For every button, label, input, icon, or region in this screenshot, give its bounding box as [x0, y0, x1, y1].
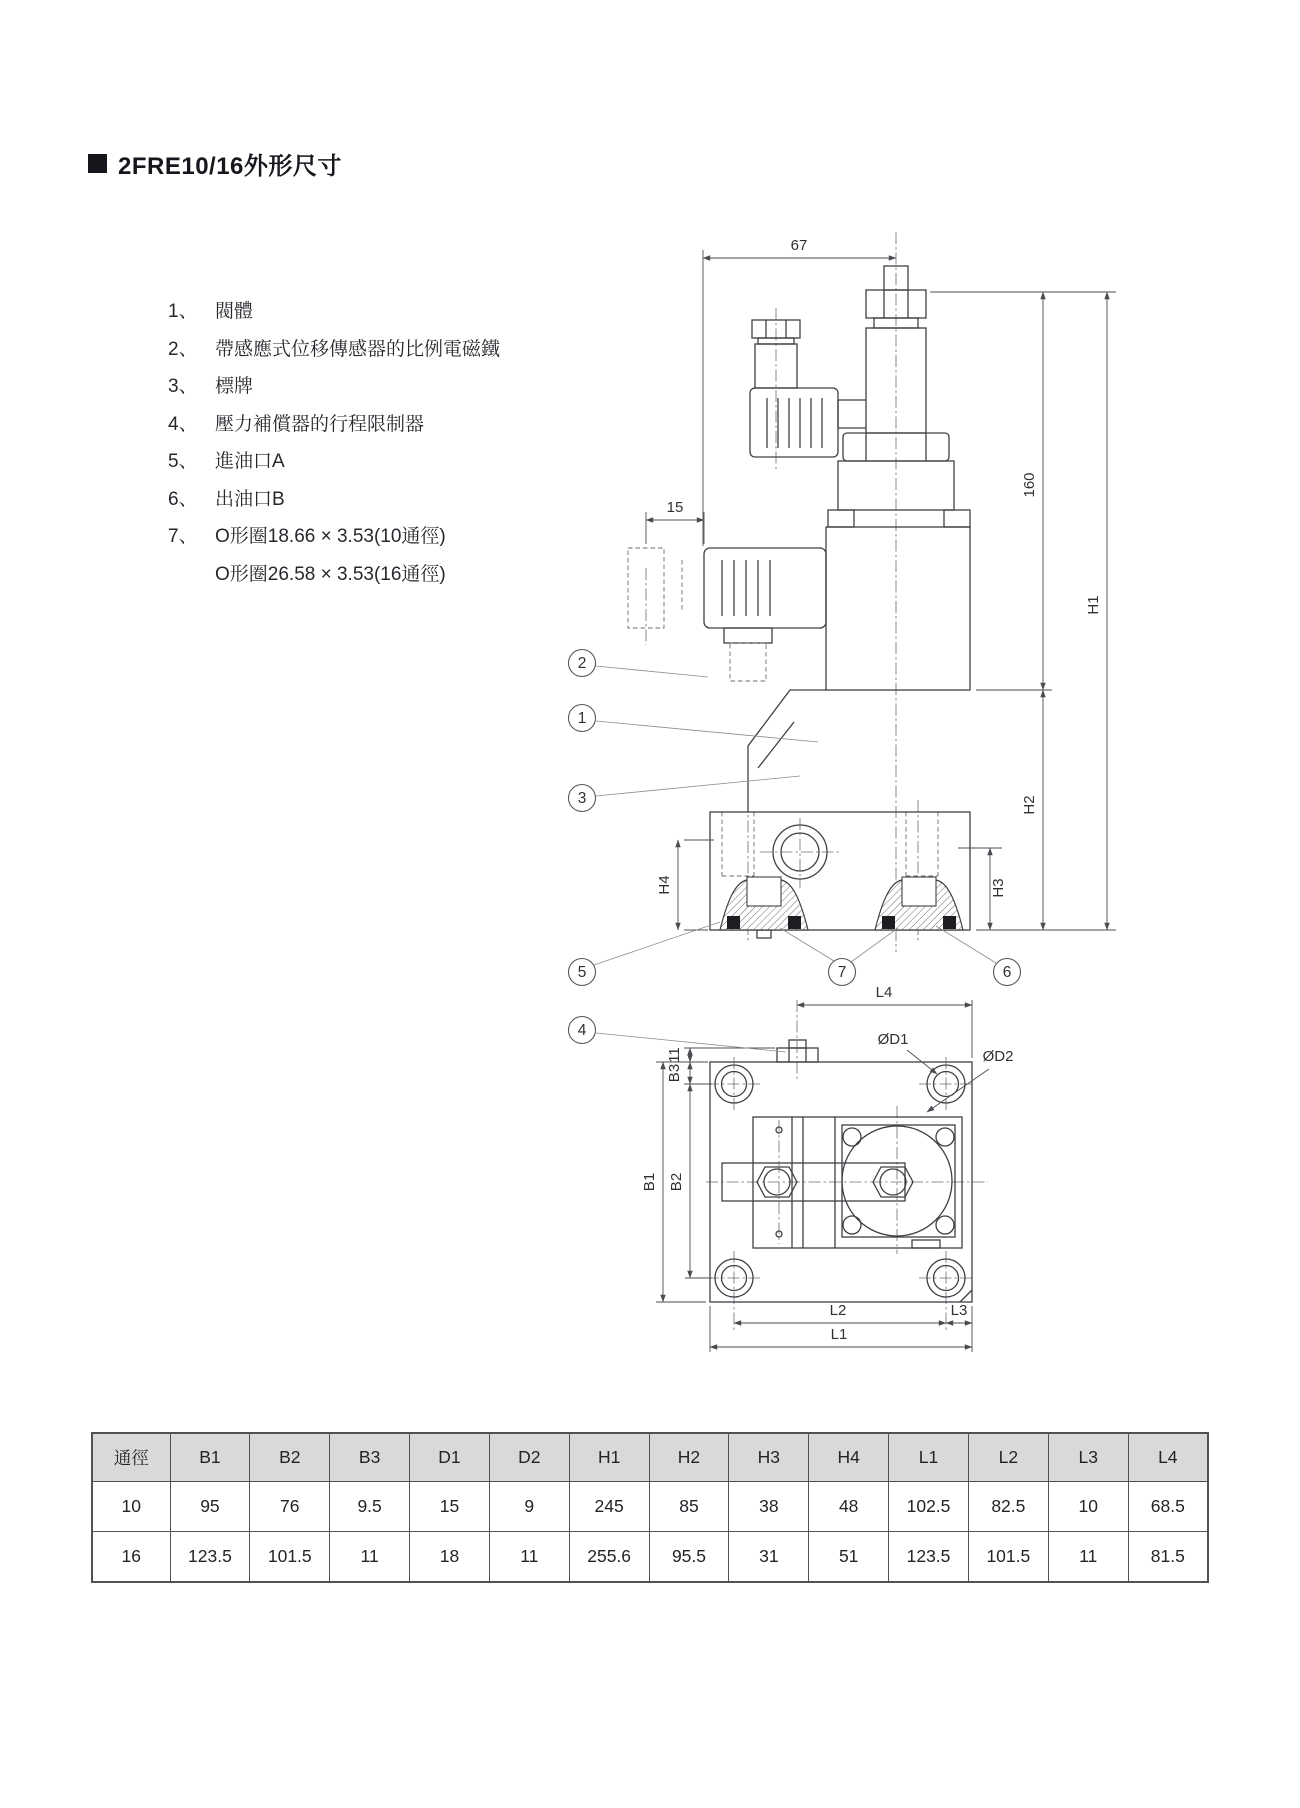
callout-label-6: 6: [1002, 964, 1012, 981]
table-cell: 16: [92, 1532, 170, 1583]
part-label: 閥體: [215, 301, 254, 322]
list-item: [168, 368, 500, 406]
parts-list: [168, 293, 500, 593]
table-cell: 15: [410, 1482, 490, 1532]
part-label: O形圈18.66 × 3.53(10通徑): [215, 526, 446, 547]
col-header: B1: [170, 1433, 250, 1482]
part-number: 5、: [168, 451, 198, 472]
dim-label-h1: H1: [1085, 595, 1102, 615]
dim-label-d1: ØD1: [877, 1031, 909, 1048]
callout-label-3: 3: [577, 790, 587, 807]
dim-label-l4: L4: [875, 984, 893, 1001]
part-label: 標牌: [215, 376, 254, 397]
col-header: L2: [968, 1433, 1048, 1482]
bottom-view-drawing: [540, 985, 1120, 1385]
table-cell: 81.5: [1128, 1532, 1208, 1583]
bottom-view-callouts: [569, 1017, 787, 1053]
dim-label-15: 15: [666, 499, 684, 516]
dim-label-b1: B1: [641, 1172, 658, 1192]
dim-label-d2: ØD2: [982, 1048, 1014, 1065]
col-header: D1: [410, 1433, 490, 1482]
table-cell: 48: [809, 1482, 889, 1532]
callout-label-7: 7: [837, 964, 847, 981]
part-number: 7、: [168, 526, 198, 547]
table-cell: 85: [649, 1482, 729, 1532]
table-cell: 76: [250, 1482, 330, 1532]
table-cell: 245: [569, 1482, 649, 1532]
list-item: [168, 518, 500, 556]
col-header: D2: [489, 1433, 569, 1482]
col-header: B3: [330, 1433, 410, 1482]
table-cell: 9.5: [330, 1482, 410, 1532]
dimensions-table: [91, 1432, 1209, 1583]
front-view-dimensions: [646, 237, 1116, 930]
table-cell: 102.5: [889, 1482, 969, 1532]
table-row: [92, 1482, 1208, 1532]
table-cell: 10: [92, 1482, 170, 1532]
table-cell: 31: [729, 1532, 809, 1583]
list-item: [168, 293, 500, 331]
part-number: 1、: [168, 301, 198, 322]
callout-label-1: 1: [577, 710, 587, 727]
dim-label-l2: L2: [829, 1302, 847, 1319]
hidden-lines: [628, 548, 938, 876]
table-cell: 255.6: [569, 1532, 649, 1583]
part-number: 2、: [168, 338, 198, 360]
part-label: 出油口B: [215, 488, 285, 510]
part-number: 6、: [168, 488, 198, 510]
solenoid-transducer-assembly: [826, 266, 970, 690]
list-item: [168, 443, 500, 481]
dim-label-h4: H4: [656, 875, 673, 895]
bottom-centerlines: [706, 1000, 988, 1330]
centerlines: [646, 232, 918, 952]
col-header: L1: [889, 1433, 969, 1482]
col-header: H4: [809, 1433, 889, 1482]
col-header: 通徑: [92, 1433, 170, 1482]
front-view-drawing: [470, 200, 1130, 990]
dim-label-l1: L1: [830, 1326, 848, 1343]
col-header: L4: [1128, 1433, 1208, 1482]
table-cell: 68.5: [1128, 1482, 1208, 1532]
list-item: [168, 481, 500, 519]
table-cell: 38: [729, 1482, 809, 1532]
o-ring-ports: [720, 877, 963, 930]
dim-label-67: 67: [790, 237, 808, 254]
table-cell: 101.5: [250, 1532, 330, 1583]
part-label: 進油口A: [215, 451, 285, 472]
table-row: [92, 1532, 1208, 1583]
part-label: 帶感應式位移傳感器的比例電磁鐵: [215, 338, 501, 360]
table-cell: 95: [170, 1482, 250, 1532]
table-cell: 11: [489, 1532, 569, 1583]
list-item: [168, 406, 500, 444]
col-header: B2: [250, 1433, 330, 1482]
table-cell: 9: [489, 1482, 569, 1532]
part-label: 壓力補償器的行程限制器: [215, 413, 425, 435]
part-number: [168, 556, 215, 594]
callout-label-2: 2: [577, 655, 587, 672]
col-header: H2: [649, 1433, 729, 1482]
dim-label-l3: L3: [950, 1302, 968, 1319]
title-bullet-square-icon: [88, 154, 107, 173]
callout-label-5: 5: [577, 964, 587, 981]
col-header: H1: [569, 1433, 649, 1482]
part-label: O形圈26.58 × 3.53(16通徑): [215, 563, 446, 585]
dim-label-b3: B3: [666, 1063, 683, 1083]
electrical-connector: [704, 320, 838, 643]
dim-label-h3: H3: [990, 878, 1007, 898]
front-view-callouts: [569, 650, 1021, 986]
list-item: [168, 556, 500, 594]
table-cell: 82.5: [968, 1482, 1048, 1532]
table-cell: 123.5: [889, 1532, 969, 1583]
table-cell: 95.5: [649, 1532, 729, 1583]
dim-label-160: 160: [1021, 472, 1038, 498]
table-cell: 18: [410, 1532, 490, 1583]
col-header: L3: [1048, 1433, 1128, 1482]
table-cell: 51: [809, 1532, 889, 1583]
list-item: [168, 331, 500, 369]
dim-label-h2: H2: [1021, 795, 1038, 815]
table-cell: 101.5: [968, 1532, 1048, 1583]
mounting-plate: [710, 1040, 972, 1302]
table-cell: 11: [1048, 1532, 1128, 1583]
table-cell: 123.5: [170, 1532, 250, 1583]
callout-label-4: 4: [577, 1022, 587, 1039]
dim-label-b2: B2: [668, 1172, 685, 1192]
part-number: 3、: [168, 376, 198, 397]
table-header-row: [92, 1433, 1208, 1482]
bottom-view-dimensions: [641, 984, 1013, 1352]
table-cell: 11: [330, 1532, 410, 1583]
part-number: 4、: [168, 413, 198, 435]
table-cell: 10: [1048, 1482, 1128, 1532]
page-title: [88, 146, 342, 181]
page-title-text: 2FRE10/16外形尺寸: [118, 153, 342, 180]
dim-label-11: 11: [666, 1047, 683, 1063]
valve-footprint: [722, 1117, 962, 1248]
col-header: H3: [729, 1433, 809, 1482]
